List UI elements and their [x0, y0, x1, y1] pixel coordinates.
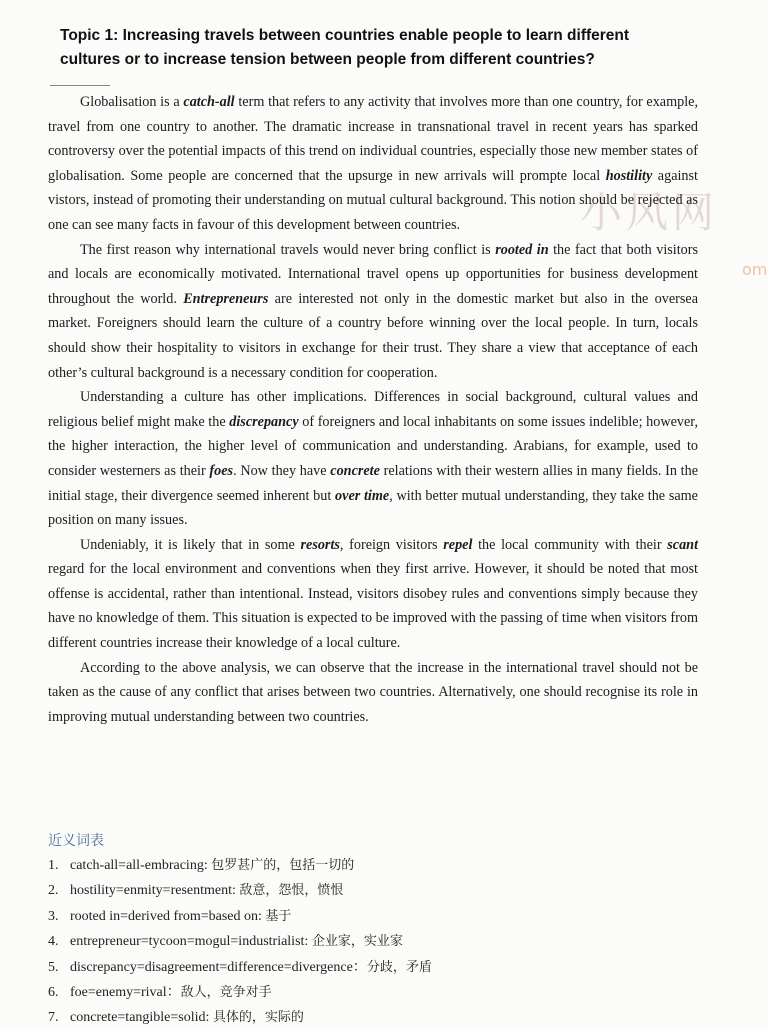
essay-body [48, 90, 698, 729]
text-run: According to the above analysis, we can observe that the increase in the international travel should not be taken as the cause of any conflict that arises between two countries. Alternatively, one should recognise its role in improving mutual understanding between two countries. [48, 659, 698, 725]
vocab-item [48, 980, 688, 1005]
paragraph [48, 238, 698, 386]
vocab-english: rooted in=derived from=based on: [70, 908, 266, 924]
vocab-chinese: 具体的，实际的 [212, 1010, 304, 1026]
topic-title-line-1: Topic 1: Increasing travels between countries enable people to learn different [60, 27, 630, 44]
vocab-item [48, 929, 688, 954]
emphasized-term: discrepancy [229, 413, 299, 430]
vocab-chinese: 敌人，竞争对手 [180, 984, 272, 1000]
vocab-chinese: 基于 [265, 908, 292, 924]
vocab-item [48, 904, 688, 929]
emphasized-term: concrete [330, 462, 380, 479]
vocab-number: 7. [48, 1010, 59, 1026]
vocab-english: catch-all=all-embracing: [70, 858, 212, 873]
topic-title-line-2: cultures or to increase tension between people from different countries? [60, 51, 595, 68]
vocab-chinese: 企业家，实业家 [311, 934, 403, 950]
vocab-item [48, 878, 688, 903]
text-run: the fact that both visitors and locals are economically motivated. International travel opens up opportunities for business development throughout the world. [48, 241, 699, 307]
text-run: relations with their western allies in many fields. In the initial stage, their divergence seemed inherent but [48, 462, 699, 504]
text-run: Understanding a culture has other implications. Differences in social background, cultural values and religious belief might make the [48, 389, 698, 430]
vocab-chinese: 敌意，怨恨，愤恨 [239, 883, 344, 899]
vocabulary-list [48, 829, 688, 1031]
vocab-english: entrepreneur=tycoon=mogul=industrialist: [70, 934, 312, 950]
vocabulary-items [48, 853, 688, 1031]
text-run: of foreigners and local inhabitants on some issues indelible; however, the higher interaction, the higher level of communication and understanding. Arabians, for example, used to consider westerners as their [48, 413, 698, 479]
emphasized-term: hostility [605, 167, 653, 184]
paragraph [48, 90, 698, 238]
vocab-english: discrepancy=disagreement=difference=divergence： [70, 959, 367, 975]
text-run: the local community with their [472, 536, 668, 553]
text-run: regard for the local environment and conventions when they first arrive. However, it should be noted that most offense is accidental, rather than intentional. Instead, visitors disobey rules and conventions simply because they have no knowledge of them. This situation is expected to be improved with the passing of time when visitors from different countries increase their knowledge of a local culture. [48, 561, 698, 652]
paragraph [48, 656, 698, 730]
vocab-number: 5. [48, 959, 59, 975]
emphasized-term: rooted in [495, 241, 549, 258]
text-run: are interested not only in the domestic market but also in the oversea market. Foreigners should learn the culture of a country before winning over the local people. In turn, locals should show their hospitality to visitors in exchange for their trust. They share a view that acceptance of each other’s cultural background is a necessary condition for cooperation. [48, 290, 698, 381]
paragraph [48, 533, 698, 656]
text-run: The first reason why international travels would never bring conflict is [80, 241, 496, 258]
vocab-chinese: 包罗甚广的，包括一切的 [211, 858, 355, 873]
emphasized-term: foes [209, 462, 234, 479]
emphasized-term: catch-all [183, 94, 235, 110]
emphasized-term: Entrepreneurs [183, 290, 269, 307]
watermark-fragment: om [742, 260, 768, 279]
vocab-chinese: 分歧，矛盾 [366, 959, 432, 975]
emphasized-term: resorts [300, 536, 340, 553]
paragraph [48, 385, 698, 533]
separator-rule [50, 85, 110, 86]
vocab-english: concrete=tangible=solid: [70, 1010, 213, 1026]
vocab-number: 1. [48, 858, 59, 873]
vocab-item [48, 853, 688, 878]
vocab-english: foe=enemy=rival： [70, 984, 181, 1000]
vocab-item [48, 955, 688, 980]
text-run: term that refers to any activity that involves more than one country, for example, travel from one country to another. The dramatic increase in transnational travel in recent years has sparked controversy over the potential impacts of this trend on individual countries, especially those new member states of globalisation. Some people are concerned that the upsurge in new arrivals will prompte local [48, 94, 698, 184]
vocab-number: 4. [48, 934, 59, 950]
emphasized-term: scant [667, 536, 699, 553]
vocab-number: 3. [48, 908, 59, 924]
emphasized-term: over time [335, 487, 390, 504]
vocabulary-heading: 近义词表 [48, 833, 104, 849]
vocab-item [48, 1005, 688, 1030]
vocab-number: 6. [48, 984, 59, 1000]
topic-title [60, 24, 700, 72]
vocab-english: hostility=enmity=resentment: [70, 883, 240, 899]
text-run: Globalisation is a [80, 94, 184, 110]
text-run: , foreign visitors [339, 536, 444, 553]
text-run: against vistors, instead of promoting their understanding on mutual cultural background. This notion should be rejected as one can see many facts in favour of this development between countries. [48, 167, 698, 233]
watermark-logo: 小风网 [580, 188, 719, 237]
emphasized-term: repel [443, 536, 473, 553]
text-run: Undeniably, it is likely that in some [80, 536, 301, 553]
text-run: , with better mutual understanding, they take the same position on many issues. [48, 487, 698, 529]
text-run: . Now they have [233, 462, 331, 479]
vocab-number: 2. [48, 883, 59, 899]
